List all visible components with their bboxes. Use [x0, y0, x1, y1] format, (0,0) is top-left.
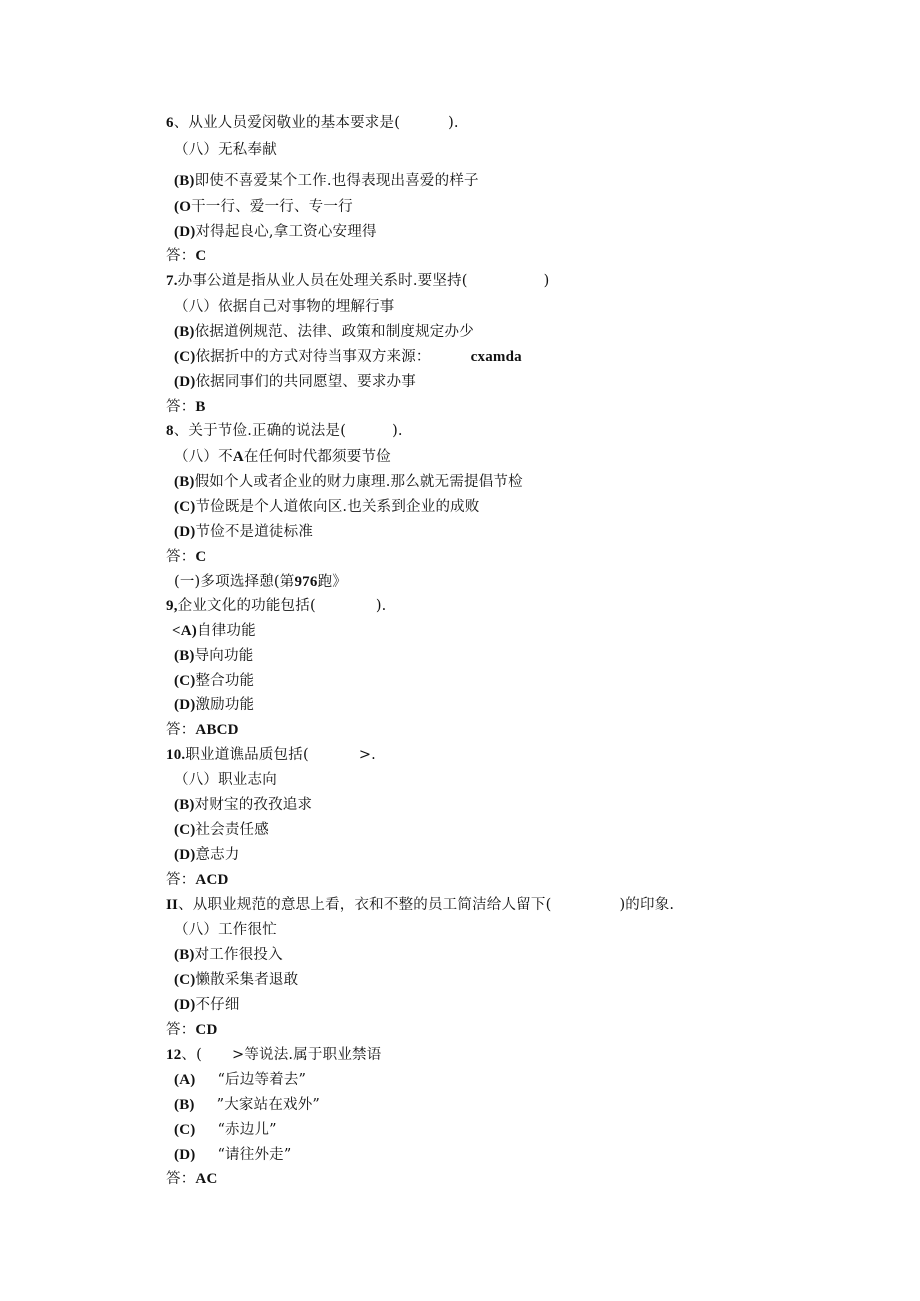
- question-12-option-d: (D) “请往外走”: [174, 1147, 292, 1163]
- question-11-option-a: （八）工作很忙: [174, 922, 277, 938]
- question-12-option-a: (A) “后边等着去”: [174, 1072, 307, 1088]
- question-9-option-c: (C)整合功能: [174, 673, 255, 689]
- question-11-option-b: (B)对工作很投入: [174, 947, 283, 963]
- question-11-stem: II、从职业规范的意思上看，衣和不整的员工简洁给人留下( )的印象.: [166, 897, 675, 913]
- question-11-option-d: (D)不仔细: [174, 997, 240, 1013]
- question-7-stem: 7.办事公道是指从业人员在处理关系时.要坚持( ): [166, 273, 550, 289]
- question-10-option-d: (D)意志力: [174, 847, 240, 863]
- question-7-answer: 答：B: [166, 399, 206, 415]
- question-8-option-c: (C)节俭既是个人道侬向区.也关系到企业的成败: [174, 499, 480, 515]
- question-12-answer: 答：AC: [166, 1171, 218, 1187]
- question-10-option-b: (B)对财宝的孜孜追求: [174, 797, 313, 813]
- watermark-text: cxamda: [470, 349, 522, 365]
- question-12-stem: 12、( >等说法.属于职业禁语: [166, 1047, 382, 1063]
- question-10-stem: 10.职业道谯品质包括( >.: [166, 747, 376, 763]
- question-10-option-a: （八）职业志向: [174, 772, 277, 788]
- question-12-option-c: (C) “赤边儿”: [174, 1122, 277, 1138]
- question-8-answer: 答：C: [166, 549, 207, 565]
- question-6-option-a: （八）无私奉献: [174, 142, 277, 158]
- question-6-option-b: (B)即使不喜爱某个工作.也得表现出喜爱的样子: [174, 173, 479, 189]
- question-10-option-c: (C)社会责任感: [174, 822, 269, 838]
- question-11-option-c: (C)懒散采集者退敢: [174, 972, 299, 988]
- question-10-answer: 答：ACD: [166, 872, 229, 888]
- question-9-stem: 9,企业文化的功能包括( ).: [166, 598, 387, 614]
- question-9-option-a: <A)自律功能: [172, 623, 256, 639]
- question-6-stem: 6、从业人员爱闵敬业的基本要求是( ).: [166, 115, 459, 131]
- question-7-option-a: （八）依据自己对事物的埋解行事: [174, 299, 395, 315]
- question-9-option-b: (B)导向功能: [174, 648, 254, 664]
- question-8-option-d: (D)节俭不是道徒标准: [174, 524, 314, 540]
- question-8-option-a: （八）不A在任何时代都须要节俭: [174, 449, 391, 465]
- question-8-option-b: (B)假如个人或者企业的财力康理.那么就无需提倡节检: [174, 474, 523, 490]
- question-9-option-d: (D)激励功能: [174, 697, 255, 713]
- question-11-answer: 答：CD: [166, 1022, 218, 1038]
- question-12-option-b: (B) ”大家站在戏外”: [174, 1097, 321, 1113]
- question-6-option-d: (D)对得起良心,拿工资心安理得: [174, 224, 377, 240]
- question-8-stem: 8、关于节俭.正确的说法是( ).: [166, 423, 403, 439]
- section-heading: (一)多项选择憩(第976跑》: [174, 574, 347, 590]
- question-6-answer: 答：C: [166, 248, 207, 264]
- question-7-option-b: (B)依据道例规范、法律、政策和制度规定办少: [174, 324, 474, 340]
- question-7-option-c: (C)依据折中的方式对待当事双方来源： cxamda: [174, 349, 522, 365]
- question-9-answer: 答：ABCD: [166, 722, 239, 738]
- question-7-option-d: (D)依据同事们的共同愿望、要求办事: [174, 374, 416, 390]
- question-6-option-c: (O干一行、爱一行、专一行: [174, 199, 353, 215]
